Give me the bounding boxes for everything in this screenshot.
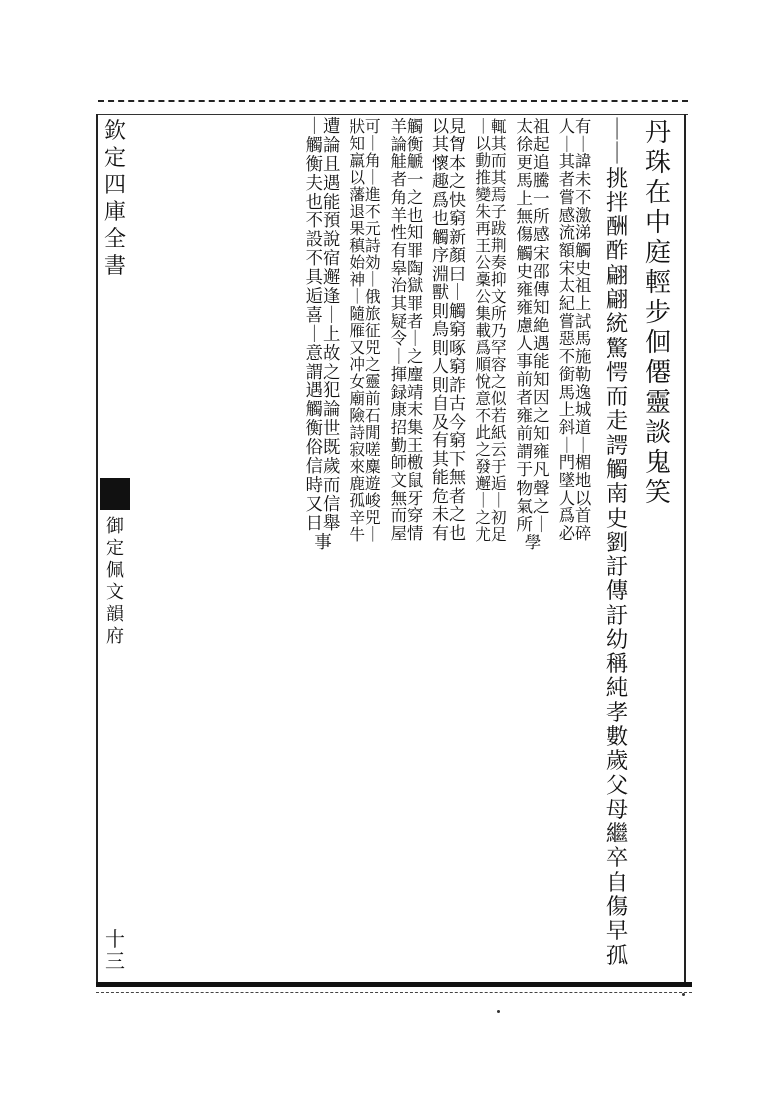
bottom-border-rule	[96, 982, 692, 987]
right-frame-line	[684, 114, 686, 982]
text-column-3: 人有｜｜其諱者未嘗不感激流涕額觸宋史太祖紀上嘗試惡馬不施銜勒馬逸上城斜道｜｜門楣墜地人以爲首必碎	[558, 117, 592, 544]
text-column-6: 以見其胷懷本趣之爲快也窮觸新序顏淵曰獸｜則觸鳥窮則啄人窮則詐自古及今有窮其下能無危者未之有也	[432, 117, 466, 544]
bottom-border-rule-dashed	[96, 992, 692, 993]
text-column-5: ｜輒以其動而推其變焉朱子再跋王荆公奏稾抑公文集所載乃爲罕順容悅之意似不若此紙之云發于邂逅｜｜之初尤足	[475, 117, 507, 544]
text-column-2: ｜｜挑拌酬酢翩翩統驚愕而走諤觸南史劉訏傳訏幼稱純孝數歲父母繼卒自傷早孤	[605, 117, 629, 969]
left-frame-line	[96, 114, 98, 982]
text-column-8: 狀可知｜羸角以｜藩進退不果元稹詩始効神｜｜俄隨旅雁征又兕冲之女靈廟前險石詩閒寂嗟來麋鹿遊孤峻辛兕牛｜	[349, 117, 381, 544]
scan-speck	[497, 1010, 500, 1013]
fishtail-mark	[100, 478, 130, 510]
top-border-rule-inner	[98, 114, 688, 115]
page-margin-column	[100, 118, 128, 978]
text-column-7: 羊觸論衡觟䚦者一角之羊也性知有罪皋陶治獄其罪疑者令｜｜之揮麈録靖康末招集勤王師檄文鼠無牙而穿屋情	[390, 117, 424, 544]
top-border-rule	[98, 100, 688, 102]
page-number: 十三	[105, 927, 125, 973]
text-column-4: 太祖徐起更追馬騰上一無所傷感觸宋史邵雍傳雍知慮絶人遇事能前知者因雍之前知謂雍于凡物聲氣之所｜學	[516, 117, 550, 552]
scan-speck	[682, 993, 685, 996]
text-column-9: ｜遭觸論衡且夫遇也能不預設說不宿具邂逅逢喜｜｜上意故謂之遇犯觸論衡世俗既信歲時而又信日舉事	[305, 117, 341, 553]
source-title: 御定佩文韻府	[106, 516, 124, 647]
text-column-1: 丹珠在中庭輕步佪僊靈談鬼笑	[644, 118, 671, 508]
book-title: 欽定四庫全書	[103, 119, 126, 279]
